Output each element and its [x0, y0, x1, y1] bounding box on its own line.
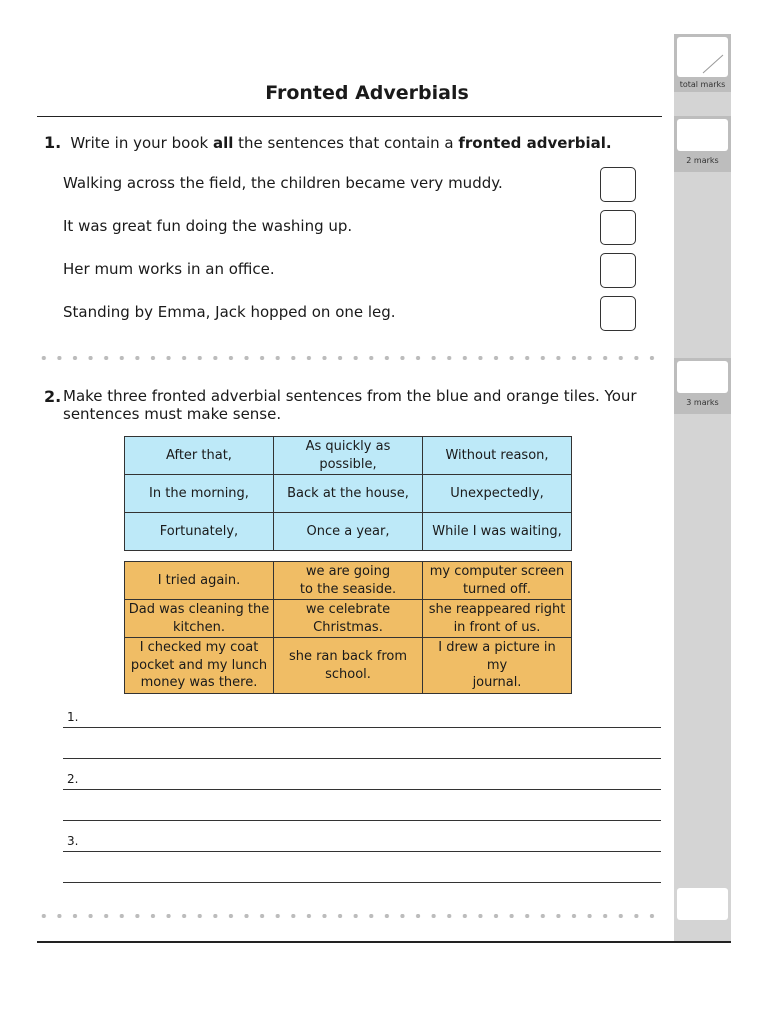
q2-prompt: [63, 387, 637, 423]
orange-tile-line: we are going: [305, 563, 391, 579]
q1-checkbox-1[interactable]: [600, 167, 636, 202]
orange-tile-line: she ran back from: [288, 648, 408, 664]
orange-tile-line: to the seaside.: [299, 581, 397, 597]
q1-marks-box[interactable]: [677, 119, 728, 151]
q1-heading: [44, 133, 612, 152]
q2-marks-label: 3 marks: [686, 398, 719, 407]
total-marks-label: total marks: [679, 80, 726, 89]
q1-marks-label: 2 marks: [686, 156, 719, 165]
orange-tile-line: we celebrate: [305, 601, 391, 617]
q1-prompt: [70, 134, 611, 152]
orange-tile: [423, 638, 572, 694]
orange-tile: [423, 600, 572, 638]
answer-line[interactable]: [63, 727, 661, 728]
blue-tiles-table: [124, 436, 572, 551]
orange-tile-line: money was there.: [140, 675, 258, 691]
blue-tile: Once a year,: [274, 513, 423, 551]
q1-number: 1.: [44, 133, 62, 152]
orange-tiles-table: [124, 561, 572, 694]
blue-tile: Unexpectedly,: [423, 475, 572, 513]
q1-checkbox-4[interactable]: [600, 296, 636, 331]
blue-tile: Back at the house,: [274, 475, 423, 513]
orange-tile: [274, 638, 423, 694]
orange-tile-line: she reappeared right: [428, 601, 566, 617]
orange-tile-line: I checked my coat: [139, 640, 259, 656]
q1-marks-panel: [674, 116, 731, 172]
blue-tile-row: [125, 437, 572, 475]
orange-tile-line: Dad was cleaning the: [128, 601, 270, 617]
answer-line[interactable]: [63, 758, 661, 759]
answer-label-3: 3.: [67, 834, 79, 848]
q2-marks-box[interactable]: [677, 361, 728, 393]
orange-tile-line: my computer screen: [429, 563, 565, 579]
orange-tile-line: I drew a picture in my: [438, 640, 556, 673]
q2-marks-panel: [674, 358, 731, 414]
q1-sentence-3: Her mum works in an office.: [63, 260, 275, 278]
orange-tile: [274, 600, 423, 638]
q1-sentence-2: It was great fun doing the washing up.: [63, 217, 353, 235]
q2-number: 2.: [44, 387, 62, 406]
dotted-divider: [36, 914, 662, 918]
orange-tile-line: turned off.: [462, 581, 532, 597]
orange-tile-line: kitchen.: [173, 619, 225, 635]
answer-line[interactable]: [63, 789, 661, 790]
orange-tile: [125, 638, 274, 694]
q1-prompt-mid: the sentences that contain a: [233, 134, 459, 152]
orange-tile-line: Christmas.: [313, 619, 383, 635]
q1-checkbox-2[interactable]: [600, 210, 636, 245]
answer-label-2: 2.: [67, 772, 79, 786]
q2-prompt-line-1: Make three fronted adverbial sentences from the blue and orange tiles. Your: [63, 387, 637, 405]
orange-tile-line: I tried again.: [157, 572, 241, 588]
slash-icon: [677, 37, 728, 77]
orange-tile-row: [125, 600, 572, 638]
answer-line[interactable]: [63, 820, 661, 821]
q1-checkbox-3[interactable]: [600, 253, 636, 288]
q1-prompt-bold-term: fronted adverbial.: [458, 134, 612, 152]
blue-tile-row: [125, 513, 572, 551]
extra-marks-box[interactable]: [677, 888, 728, 920]
q1-prompt-pre: Write in your book: [70, 134, 213, 152]
bottom-divider: [37, 941, 731, 943]
orange-tile: [125, 600, 274, 638]
orange-tile-line: school.: [325, 666, 371, 682]
orange-tile-row: [125, 562, 572, 600]
blue-tile-row: [125, 475, 572, 513]
answer-line[interactable]: [63, 882, 661, 883]
blue-tile: In the morning,: [125, 475, 274, 513]
orange-tile: [423, 562, 572, 600]
answer-line[interactable]: [63, 851, 661, 852]
title-divider: [37, 116, 662, 117]
answer-label-1: 1.: [67, 710, 79, 724]
orange-tile: [274, 562, 423, 600]
q2-prompt-line-2: sentences must make sense.: [63, 405, 282, 423]
orange-tile: [125, 562, 274, 600]
blue-tile: Without reason,: [423, 437, 572, 475]
marks-column: [674, 34, 731, 942]
q1-sentence-1: Walking across the field, the children became very muddy.: [63, 174, 503, 192]
blue-tile: While I was waiting,: [423, 513, 572, 551]
dotted-divider: [36, 356, 662, 360]
orange-tile-row: [125, 638, 572, 694]
blue-tile: As quickly as possible,: [274, 437, 423, 475]
q1-sentence-4: Standing by Emma, Jack hopped on one leg.: [63, 303, 396, 321]
q1-prompt-bold-all: all: [212, 134, 234, 152]
orange-tile-line: in front of us.: [453, 619, 541, 635]
blue-tile: Fortunately,: [125, 513, 274, 551]
orange-tile-line: journal.: [472, 675, 522, 691]
page-title: Fronted Adverbials: [265, 82, 469, 104]
total-marks-box[interactable]: [677, 37, 728, 77]
blue-tile: After that,: [125, 437, 274, 475]
orange-tile-line: pocket and my lunch: [130, 657, 268, 673]
